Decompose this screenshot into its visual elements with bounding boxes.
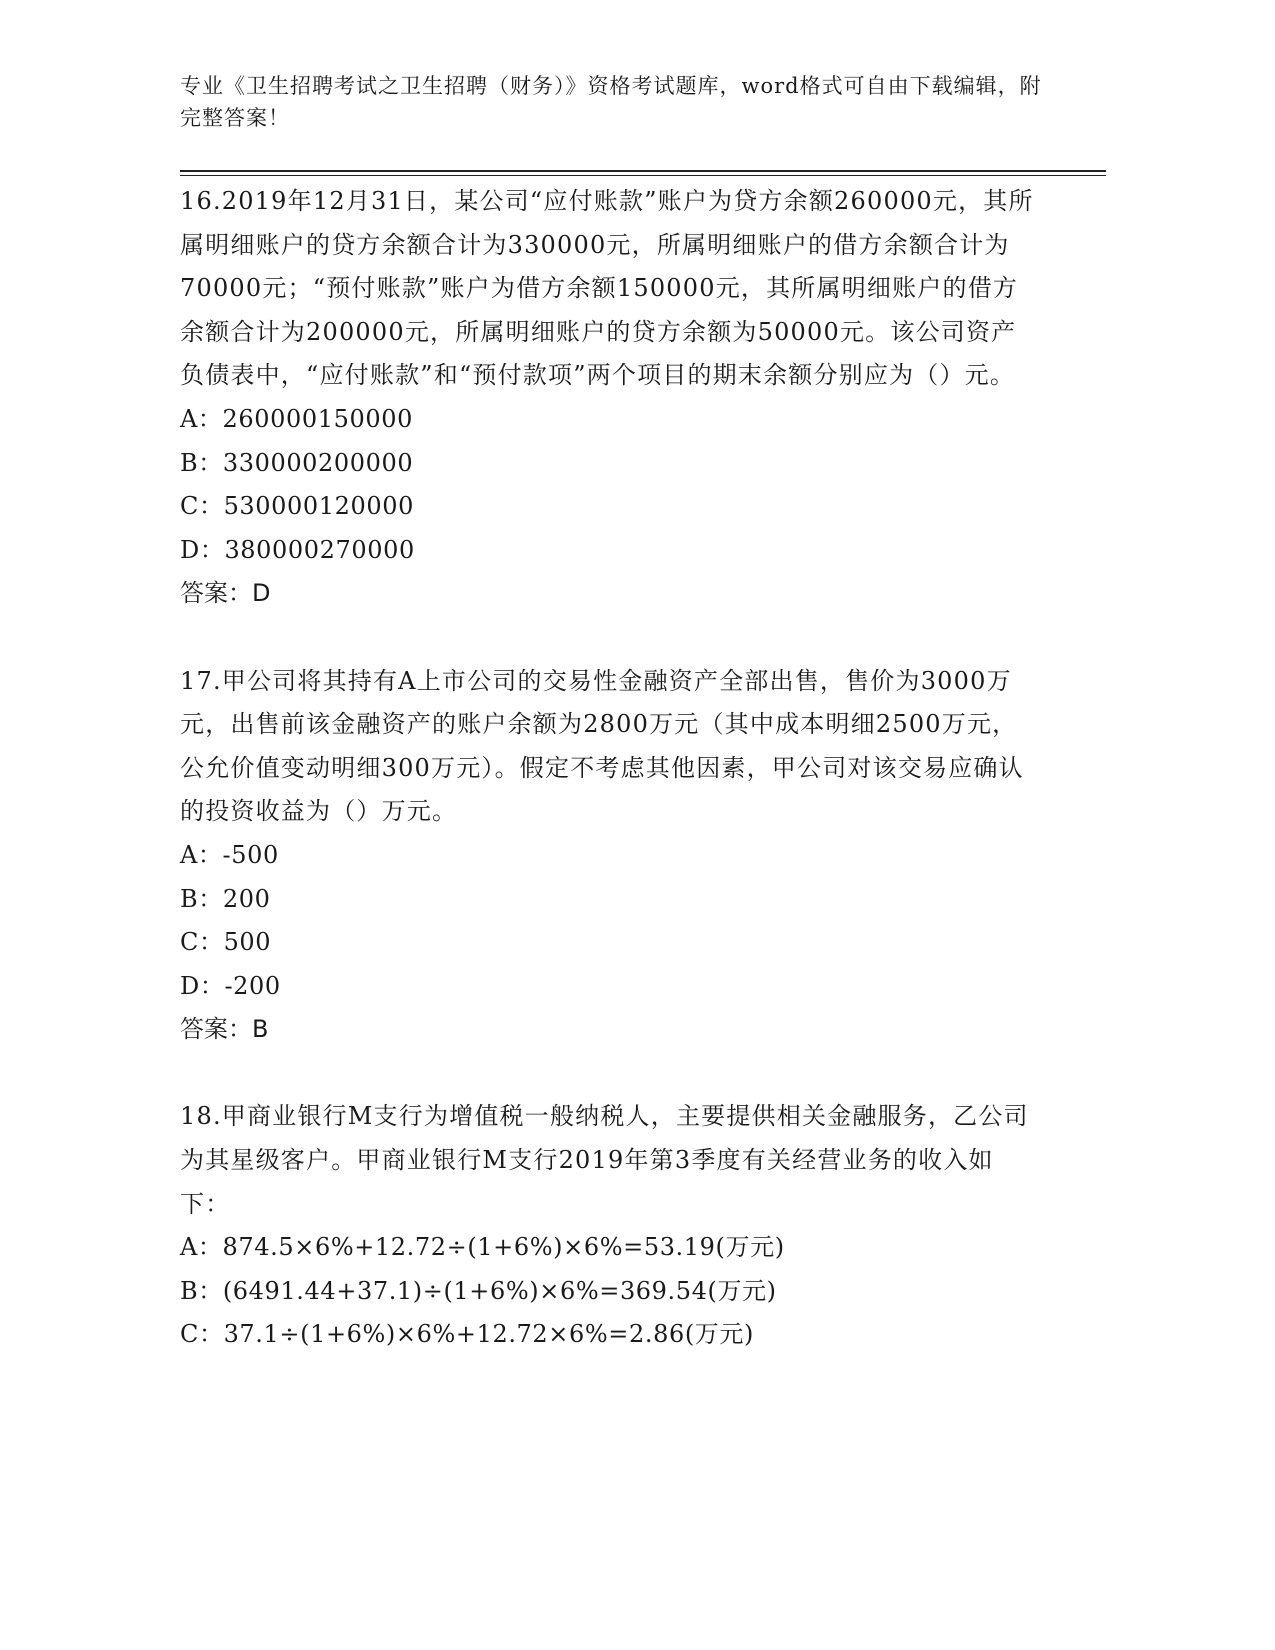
option-c: C：500 xyxy=(180,928,272,957)
option-b: B：(6491.44+37.1)÷(1+6%)×6%=369.54(万元) xyxy=(180,1276,777,1305)
option-a: A：-500 xyxy=(180,840,279,869)
question-16 xyxy=(180,180,1040,616)
option-b: B：330000200000 xyxy=(180,448,414,477)
question-stem: 17.甲公司将其持有A上市公司的交易性金融资产全部出售，售价为3000万元，出售前该金融资产的账户余额为2800万元（其中成本明细2500万元，公允价值变动明细300万元）。假定不考虑其他因素，甲公司对该交易应确认的投资收益为（）万元。 xyxy=(180,666,1024,826)
option-a: A：260000150000 xyxy=(180,404,413,433)
answer-label: 答案：B xyxy=(180,1015,269,1044)
option-d: D：-200 xyxy=(180,971,281,1000)
question-spacer xyxy=(180,616,1040,660)
answer-label: 答案：D xyxy=(180,579,271,608)
question-18 xyxy=(180,1095,1040,1357)
question-list xyxy=(180,180,1040,1357)
document-header xyxy=(180,70,1050,134)
option-d: D：380000270000 xyxy=(180,535,415,564)
header-text: 专业《卫生招聘考试之卫生招聘（财务）》资格考试题库，word格式可自由下载编辑，附完整答案！ xyxy=(180,74,1042,130)
question-17 xyxy=(180,660,1040,1052)
option-a: A：874.5×6%+12.72÷(1+6%)×6%=53.19(万元) xyxy=(180,1233,785,1262)
option-c: C：37.1÷(1+6%)×6%+12.72×6%=2.86(万元) xyxy=(180,1320,754,1349)
question-spacer xyxy=(180,1052,1040,1096)
header-divider-thick xyxy=(180,170,1106,172)
option-b: B：200 xyxy=(180,884,271,913)
question-stem: 18.甲商业银行M支行为增值税一般纳税人，主要提供相关金融服务，乙公司为其星级客户。甲商业银行M支行2019年第3季度有关经营业务的收入如下： xyxy=(180,1102,1029,1218)
header-divider-thin xyxy=(180,175,1106,176)
option-c: C：530000120000 xyxy=(180,492,414,521)
question-stem: 16.2019年12月31日，某公司“应付账款”账户为贷方余额260000元，其所属明细账户的贷方余额合计为330000元，所属明细账户的借方余额合计为70000元；“预付账款”账户为借方余额150000元，其所属明细账户的借方余额合计为200000元，所属明细账户的贷方余额为50000元。该公司资产负债表中，“应付账款”和“预付款项”两个项目的期末余额分别应为（）元。 xyxy=(180,187,1034,390)
